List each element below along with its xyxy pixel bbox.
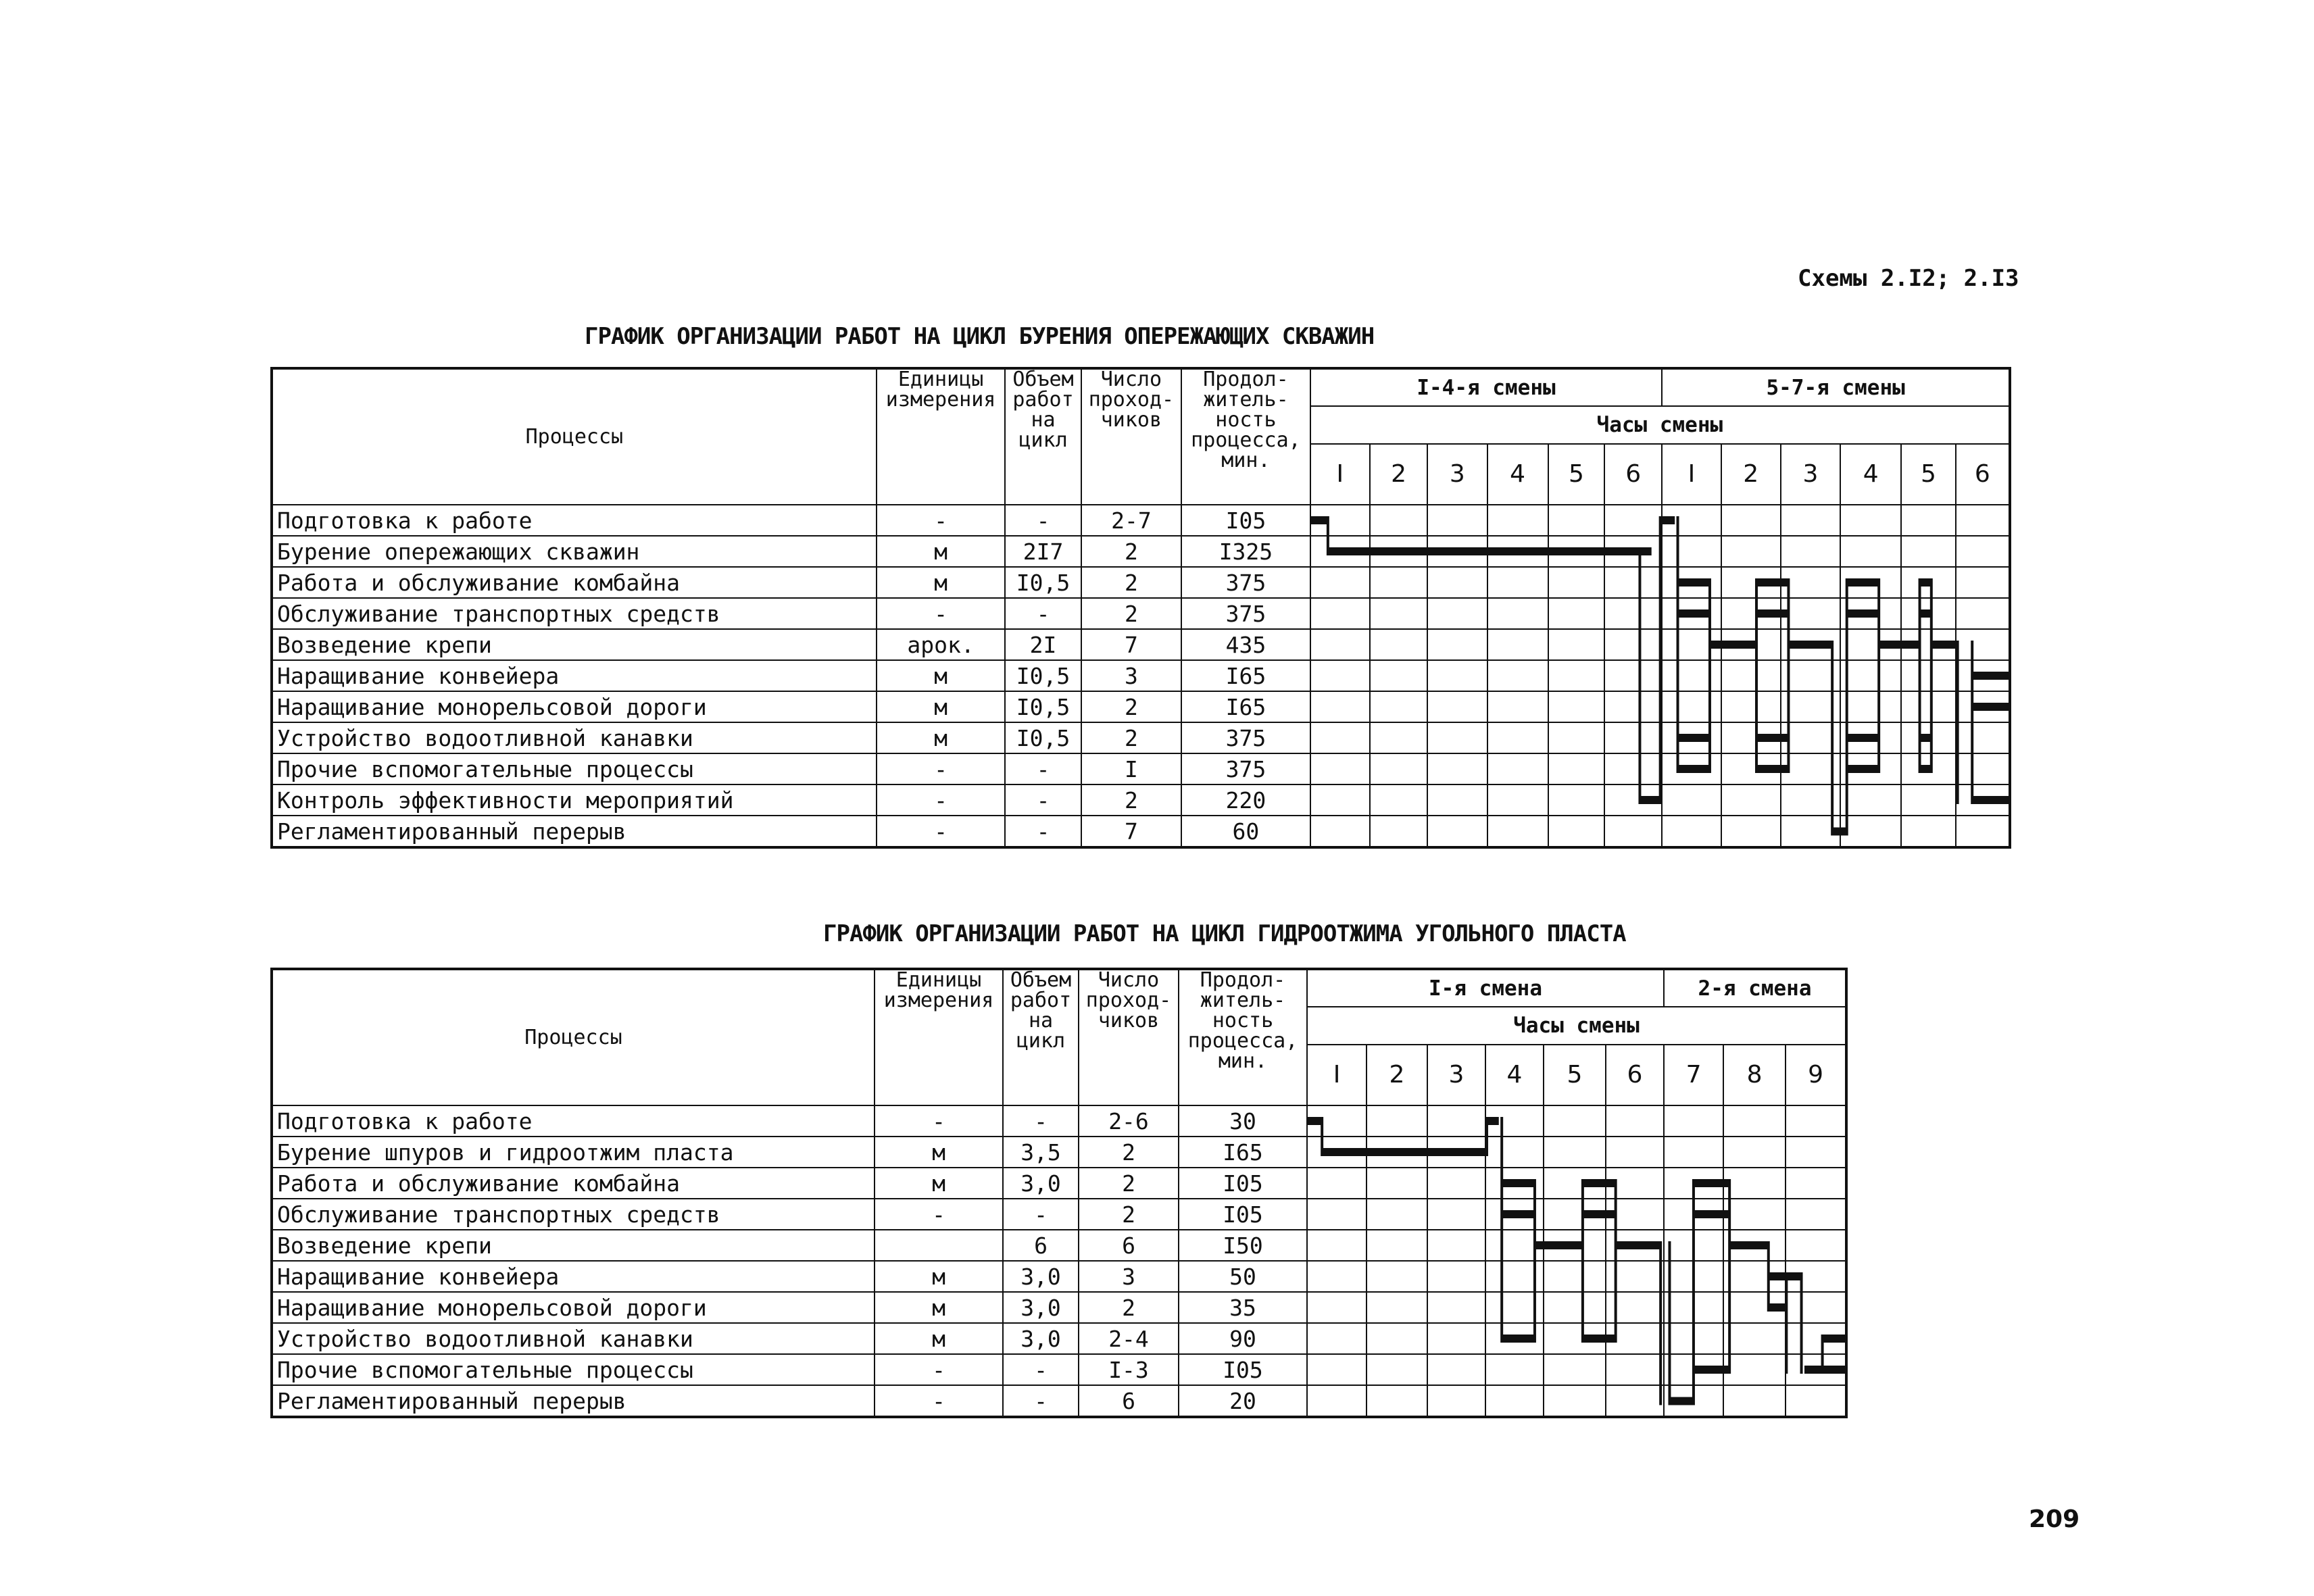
process-name: Наращивание конвейера [272, 1261, 875, 1292]
hour-header: 7 [1664, 1045, 1723, 1105]
shift-group-header: 2-я смена [1664, 969, 1846, 1007]
page-number: 209 [2029, 1505, 2080, 1533]
workers-cell: 7 [1081, 816, 1181, 847]
volume-cell: 3,0 [1003, 1292, 1079, 1323]
gantt-bar [1804, 1366, 1846, 1374]
volume-cell: I0,5 [1005, 660, 1081, 691]
process-name: Устройство водоотливной канавки [272, 1323, 875, 1354]
duration-cell: I05 [1179, 1168, 1307, 1199]
volume-cell: - [1005, 784, 1081, 816]
process-name: Бурение шпуров и гидроотжим пласта [272, 1137, 875, 1168]
unit-cell: - [877, 598, 1006, 629]
duration-header: Продол- житель- ность процесса, мин. [1181, 368, 1310, 505]
hour-header: 2 [1721, 444, 1781, 505]
hour-header: 5 [1544, 1045, 1606, 1105]
process-name: Обслуживание транспортных средств [272, 598, 877, 629]
duration-cell: I05 [1179, 1199, 1307, 1230]
process-name: Контроль эффективности мероприятий [272, 784, 877, 816]
workers-cell: 2 [1081, 722, 1181, 753]
volume-header: Объем работ на цикл [1003, 969, 1079, 1105]
gantt-bar [1677, 609, 1709, 618]
gantt-bar [1322, 1148, 1487, 1156]
gantt-bar [1502, 1335, 1535, 1343]
volume-cell: - [1005, 816, 1081, 847]
gantt-bar [1640, 796, 1660, 804]
hour-header: 2 [1367, 1045, 1427, 1105]
duration-cell: I65 [1181, 660, 1310, 691]
workers-cell: 2 [1081, 567, 1181, 598]
workers-cell: 2 [1081, 691, 1181, 722]
hour-header: I [1307, 1045, 1367, 1105]
workers-header: Число проход- чиков [1079, 969, 1179, 1105]
gantt-bar [1788, 641, 1832, 649]
process-name: Бурение опережающих скважин [272, 536, 877, 567]
hour-header: 9 [1786, 1045, 1846, 1105]
unit-cell: - [875, 1354, 1003, 1385]
workers-cell: 2-6 [1079, 1105, 1179, 1137]
duration-cell: 90 [1179, 1323, 1307, 1354]
duration-cell: 220 [1181, 784, 1310, 816]
volume-cell: I0,5 [1005, 691, 1081, 722]
volume-cell: - [1005, 753, 1081, 784]
workers-cell: 2 [1079, 1292, 1179, 1323]
duration-cell: 375 [1181, 598, 1310, 629]
hour-header: 3 [1781, 444, 1840, 505]
duration-cell: 50 [1179, 1261, 1307, 1292]
workers-cell: 6 [1079, 1230, 1179, 1261]
duration-cell: 35 [1179, 1292, 1307, 1323]
duration-cell: I50 [1179, 1230, 1307, 1261]
volume-cell: - [1005, 598, 1081, 629]
hour-header: 5 [1548, 444, 1604, 505]
volume-cell: - [1003, 1105, 1079, 1137]
volume-header: Объем работ на цикл [1005, 368, 1081, 505]
gantt-bar [1616, 1241, 1661, 1249]
gantt-bar [1931, 641, 1958, 649]
gantt-bar [1919, 578, 1931, 587]
duration-cell: 375 [1181, 753, 1310, 784]
workers-cell: 2-4 [1079, 1323, 1179, 1354]
hour-header: 5 [1901, 444, 1955, 505]
volume-cell: - [1003, 1354, 1079, 1385]
units-header: Единицы измерения [877, 368, 1006, 505]
unit-cell: м [877, 722, 1006, 753]
gantt-chart [1307, 1105, 1846, 1417]
gantt-bar [1677, 578, 1709, 587]
hour-header: 6 [1606, 1045, 1664, 1105]
gantt-bar [1832, 828, 1847, 836]
gantt-bar [1710, 641, 1756, 649]
gantt-bar [1694, 1366, 1729, 1374]
duration-cell: I325 [1181, 536, 1310, 567]
unit-cell: м [875, 1137, 1003, 1168]
workers-cell: 3 [1081, 660, 1181, 691]
process-name: Работа и обслуживание комбайна [272, 567, 877, 598]
gantt-bar [1535, 1241, 1583, 1249]
processes-header: Процессы [272, 368, 877, 505]
unit-cell: - [877, 784, 1006, 816]
workers-cell: 6 [1079, 1385, 1179, 1417]
schedule-2-title: ГРАФИК ОРГАНИЗАЦИИ РАБОТ НА ЦИКЛ ГИДРООТЖИМА УГОЛЬНОГО ПЛАСТА [823, 920, 1626, 947]
unit-cell: - [877, 505, 1006, 536]
gantt-bar [1677, 734, 1709, 742]
unit-cell: м [875, 1323, 1003, 1354]
workers-cell: 7 [1081, 629, 1181, 660]
workers-cell: 2 [1081, 536, 1181, 567]
process-name: Обслуживание транспортных средств [272, 1199, 875, 1230]
volume-cell: I0,5 [1005, 722, 1081, 753]
gantt-bar [1972, 703, 2010, 711]
gantt-bar [1669, 1397, 1693, 1405]
workers-cell: 2 [1081, 784, 1181, 816]
process-name: Наращивание монорельсовой дороги [272, 691, 877, 722]
gantt-bar [1879, 641, 1919, 649]
gantt-bar [1756, 578, 1788, 587]
unit-cell: м [875, 1168, 1003, 1199]
workers-cell: 2 [1079, 1199, 1179, 1230]
hour-header: 6 [1956, 444, 2010, 505]
volume-cell: 6 [1003, 1230, 1079, 1261]
process-name: Прочие вспомогательные процессы [272, 1354, 875, 1385]
gantt-bar [1729, 1241, 1769, 1249]
duration-cell: 60 [1181, 816, 1310, 847]
gantt-bar [1502, 1179, 1535, 1187]
volume-cell: 3,0 [1003, 1168, 1079, 1199]
volume-cell: 3,0 [1003, 1323, 1079, 1354]
process-name: Устройство водоотливной канавки [272, 722, 877, 753]
gantt-bar [1583, 1335, 1616, 1343]
gantt-bar [1769, 1272, 1802, 1280]
process-name: Наращивание конвейера [272, 660, 877, 691]
duration-cell: I05 [1181, 505, 1310, 536]
gantt-bar [1972, 672, 2010, 680]
gantt-bar [1846, 578, 1878, 587]
unit-cell: - [877, 816, 1006, 847]
process-name: Наращивание монорельсовой дороги [272, 1292, 875, 1323]
gantt-bar [1919, 765, 1931, 773]
hour-header: I [1310, 444, 1370, 505]
gantt-bar [1756, 609, 1788, 618]
duration-cell: I05 [1179, 1354, 1307, 1385]
hour-header: 4 [1487, 444, 1548, 505]
gantt-bar [1307, 1117, 1322, 1125]
process-name: Подготовка к работе [272, 1105, 875, 1137]
unit-cell: - [875, 1199, 1003, 1230]
units-header: Единицы измерения [875, 969, 1003, 1105]
shift-group-header: I-я смена [1307, 969, 1664, 1007]
gantt-bar [1328, 547, 1652, 555]
duration-cell: I65 [1181, 691, 1310, 722]
unit-cell: м [877, 660, 1006, 691]
processes-header: Процессы [272, 969, 875, 1105]
unit-cell: - [875, 1105, 1003, 1137]
workers-cell: 2 [1079, 1168, 1179, 1199]
process-name: Регламентированный перерыв [272, 1385, 875, 1417]
gantt-bar [1583, 1179, 1616, 1187]
volume-cell: - [1003, 1385, 1079, 1417]
scheme-reference: Схемы 2.I2; 2.I3 [1798, 265, 2019, 292]
duration-cell: 375 [1181, 722, 1310, 753]
workers-cell: I [1081, 753, 1181, 784]
gantt-bar [1846, 734, 1878, 742]
gantt-bar [1919, 734, 1931, 742]
schedule-1-title: ГРАФИК ОРГАНИЗАЦИИ РАБОТ НА ЦИКЛ БУРЕНИЯ ОПЕРЕЖАЮЩИХ СКВАЖИН [585, 323, 1375, 350]
volume-cell: 3,0 [1003, 1261, 1079, 1292]
volume-cell: 2I7 [1005, 536, 1081, 567]
unit-cell: м [877, 567, 1006, 598]
duration-cell: 30 [1179, 1105, 1307, 1137]
gantt-bar [1919, 609, 1931, 618]
volume-cell: 2I [1005, 629, 1081, 660]
gantt-bar [1487, 1117, 1499, 1125]
process-name: Возведение крепи [272, 1230, 875, 1261]
unit-cell: м [877, 691, 1006, 722]
gantt-bar [1677, 765, 1709, 773]
workers-cell: I-3 [1079, 1354, 1179, 1385]
gantt-bar [1823, 1335, 1846, 1343]
unit-cell: м [877, 536, 1006, 567]
gantt-bar [1972, 796, 2010, 804]
gantt-bar [1846, 765, 1878, 773]
shift-group-header: 5-7-я смены [1662, 368, 2010, 406]
volume-cell: I0,5 [1005, 567, 1081, 598]
hour-header: 4 [1485, 1045, 1544, 1105]
unit-cell [875, 1230, 1003, 1261]
duration-cell: 435 [1181, 629, 1310, 660]
gantt-bar [1694, 1179, 1729, 1187]
workers-cell: 2 [1081, 598, 1181, 629]
unit-cell: арок. [877, 629, 1006, 660]
unit-cell: - [875, 1385, 1003, 1417]
gantt-bar [1756, 765, 1788, 773]
duration-header: Продол- житель- ность процесса, мин. [1179, 969, 1307, 1105]
gantt-chart [1310, 505, 2010, 847]
duration-cell: 375 [1181, 567, 1310, 598]
shift-group-header: I-4-я смены [1310, 368, 1663, 406]
hour-header: 2 [1370, 444, 1427, 505]
shift-hours-header: Часы смены [1307, 1007, 1846, 1045]
gantt-bar [1583, 1210, 1616, 1218]
process-name: Работа и обслуживание комбайна [272, 1168, 875, 1199]
hour-header: 6 [1604, 444, 1662, 505]
unit-cell: - [877, 753, 1006, 784]
process-name: Возведение крепи [272, 629, 877, 660]
unit-cell: м [875, 1261, 1003, 1292]
process-name: Регламентированный перерыв [272, 816, 877, 847]
workers-header: Число проход- чиков [1081, 368, 1181, 505]
unit-cell: м [875, 1292, 1003, 1323]
hour-header: I [1662, 444, 1721, 505]
gantt-bar [1310, 516, 1328, 524]
hour-header: 8 [1723, 1045, 1786, 1105]
duration-cell: I65 [1179, 1137, 1307, 1168]
process-name: Подготовка к работе [272, 505, 877, 536]
volume-cell: - [1003, 1199, 1079, 1230]
workers-cell: 2 [1079, 1137, 1179, 1168]
gantt-bar [1769, 1303, 1787, 1312]
gantt-bar [1660, 516, 1675, 524]
gantt-bar [1694, 1210, 1729, 1218]
workers-cell: 2-7 [1081, 505, 1181, 536]
hour-header: 3 [1427, 1045, 1485, 1105]
hour-header: 4 [1840, 444, 1901, 505]
volume-cell: - [1005, 505, 1081, 536]
duration-cell: 20 [1179, 1385, 1307, 1417]
gantt-bar [1846, 609, 1878, 618]
shift-hours-header: Часы смены [1310, 406, 2010, 444]
hour-header: 3 [1427, 444, 1487, 505]
process-name: Прочие вспомогательные процессы [272, 753, 877, 784]
volume-cell: 3,5 [1003, 1137, 1079, 1168]
gantt-bar [1756, 734, 1788, 742]
workers-cell: 3 [1079, 1261, 1179, 1292]
gantt-bar [1502, 1210, 1535, 1218]
